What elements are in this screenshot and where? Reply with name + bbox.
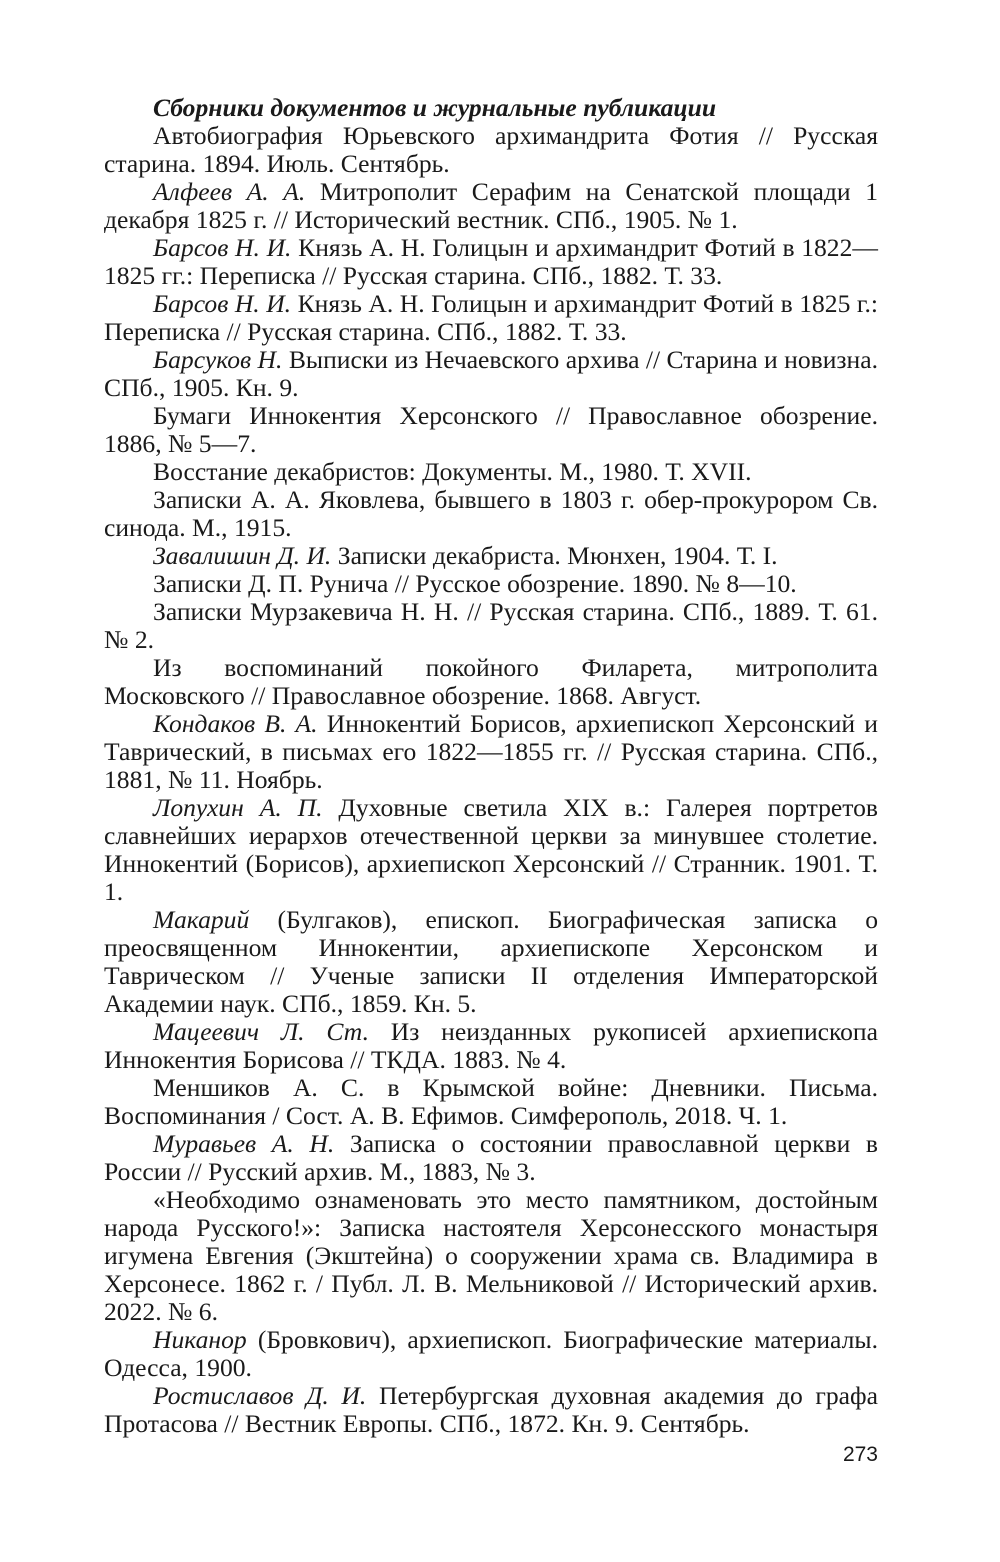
bibliography-entry (104, 598, 878, 654)
entry-author: Завалишин Д. И. (153, 541, 332, 570)
bibliography-entry (104, 710, 878, 794)
bibliography-entry (104, 178, 878, 234)
bibliography-entry (104, 1074, 878, 1130)
entry-text: (Бровкович), архиепископ. Биографические материалы. Одесса, 1900. (104, 1325, 878, 1382)
entry-author: Барсов Н. И. (153, 289, 292, 318)
entry-text: Записки декабриста. Мюнхен, 1904. Т. I. (331, 541, 778, 570)
entry-text: Восстание декабристов: Документы. М., 1980. Т. XVII. (153, 457, 752, 486)
bibliography-entry (104, 234, 878, 290)
bibliography-entry (104, 1382, 878, 1438)
entry-author: Барсов Н. И. (153, 233, 292, 262)
entry-text: Князь А. Н. Голицын и архимандрит Фотий в 1825 г.: Переписка // Русская старина. СПб., 1882. Т. 33. (104, 289, 879, 346)
entry-author: Кондаков В. А. (153, 709, 318, 738)
entry-author: Барсуков Н. (153, 345, 283, 374)
entry-text: «Необходимо ознаменовать это место памятником, достойным народа Русского!»: Записка настоятеля Херсонесского монастыря игумена Евгения (Экштейна) о сооружении храма св. Владимира в Херсонесе. 1862 г. / Публ. Л. В. Мельниковой // Исторический архив. 2022. № 6. (104, 1185, 878, 1326)
page-body (104, 94, 878, 1438)
bibliography-entry (104, 1130, 878, 1186)
entry-text: Петербургская духовная академия до графа Протасова // Вестник Европы. СПб., 1872. Кн. 9. Сентябрь. (104, 1381, 878, 1438)
entry-text: Записки Д. П. Рунича // Русское обозрение. 1890. № 8—10. (153, 569, 797, 598)
entry-text: Митрополит Серафим на Сенатской площади 1 декабря 1825 г. // Исторический вестник. СПб., 1905. № 1. (104, 177, 878, 234)
bibliography-entry (104, 654, 878, 710)
entry-text: Из неизданных рукописей архиепископа Иннокентия Борисова // ТКДА. 1883. № 4. (104, 1017, 878, 1074)
entry-text: Князь А. Н. Голицын и архимандрит Фотий в 1822—1825 гг.: Переписка // Русская старина. СПб., 1882. Т. 33. (104, 233, 878, 290)
bibliography-entry (104, 346, 878, 402)
bibliography-entry (104, 542, 878, 570)
entry-text: Иннокентий Борисов, архиепископ Херсонский и Таврический, в письмах его 1822—1855 гг. // Русская старина. СПб., 1881, № 11. Ноябрь. (104, 709, 878, 794)
page-number: 273 (842, 1443, 878, 1466)
bibliography-list (104, 122, 878, 1438)
bibliography-entry (104, 486, 878, 542)
entry-author: Алфеев А. А. (153, 177, 306, 206)
bibliography-entry (104, 458, 878, 486)
entry-text: Из воспоминаний покойного Филарета, митрополита Московского // Православное обозрение. 1868. Август. (104, 653, 878, 710)
bibliography-entry (104, 1326, 878, 1382)
entry-text: Записка о состоянии православной церкви в России // Русский архив. М., 1883, № 3. (104, 1129, 879, 1186)
bibliography-entry (104, 1018, 878, 1074)
bibliography-entry (104, 290, 878, 346)
entry-author: Ростиславов Д. И. (153, 1381, 367, 1410)
bibliography-entry (104, 122, 878, 178)
entry-text: Бумаги Иннокентия Херсонского // Православное обозрение. 1886, № 5—7. (104, 401, 878, 458)
bibliography-entry (104, 906, 878, 1018)
bibliography-entry (104, 794, 878, 906)
entry-author: Никанор (153, 1325, 247, 1354)
entry-author: Муравьев А. Н. (153, 1129, 335, 1158)
entry-text: Записки Мурзакевича Н. Н. // Русская старина. СПб., 1889. Т. 61. № 2. (104, 597, 878, 654)
entry-text: (Булгаков), епископ. Биографическая записка о преосвященном Иннокентии, архиепископе Херсонском и Таврическом // Ученые записки II отделения Императорской Академии наук. СПб., 1859. Кн. 5. (104, 905, 878, 1018)
entry-text: Духовные светила XIX в.: Галерея портретов славнейших иерархов отечественной церкви за минувшее столетие. Иннокентий (Борисов), архиепископ Херсонский // Странник. 1901. Т. 1. (104, 793, 878, 906)
bibliography-entry (104, 570, 878, 598)
bibliography-entry (104, 1186, 878, 1326)
section-heading: Сборники документов и журнальные публикации (153, 93, 717, 122)
entry-author: Макарий (153, 905, 250, 934)
entry-text: Меншиков А. С. в Крымской войне: Дневники. Письма. Воспоминания / Сост. А. В. Ефимов. Симферополь, 2018. Ч. 1. (104, 1073, 878, 1130)
entry-author: Лопухин А. П. (153, 793, 323, 822)
entry-text: Выписки из Нечаевского архива // Старина и новизна. СПб., 1905. Кн. 9. (104, 345, 878, 402)
entry-text: Автобиография Юрьевского архимандрита Фотия // Русская старина. 1894. Июль. Сентябрь. (104, 121, 878, 178)
entry-author: Мацеевич Л. Ст. (153, 1017, 369, 1046)
entry-text: Записки А. А. Яковлева, бывшего в 1803 г. обер-прокурором Св. синода. М., 1915. (104, 485, 878, 542)
bibliography-entry (104, 402, 878, 458)
